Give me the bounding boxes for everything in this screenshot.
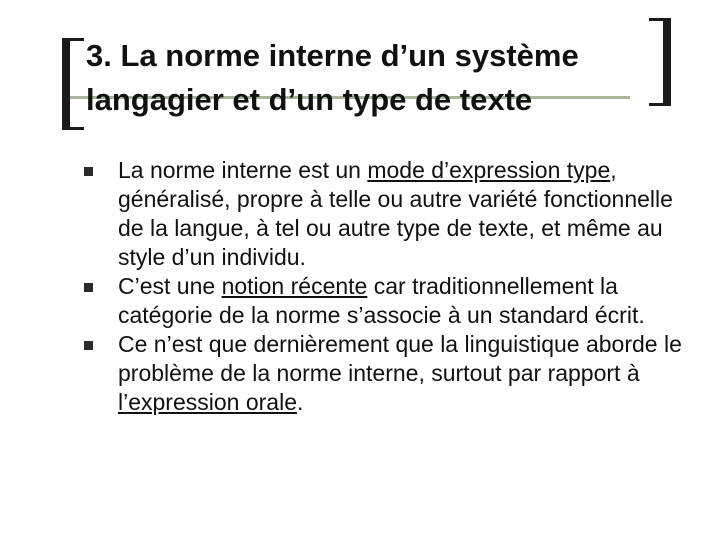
bullet-item xyxy=(84,330,684,417)
bullet-text-pre: La norme interne est un xyxy=(118,157,368,183)
bullet-text-post: car traditionnellement la catégorie de la norme s’associe à un standard écrit. xyxy=(118,273,645,328)
bullet-text-post: . xyxy=(296,389,304,415)
slide-title-line-2: langagier et d’un type de texte xyxy=(86,82,533,117)
bullet-item xyxy=(84,156,684,272)
bullet-list xyxy=(84,156,684,417)
slide-title-line-1: 3. La norme interne d’un système xyxy=(86,38,579,73)
underlined-term: mode d’expression type xyxy=(367,157,611,183)
bullet-item xyxy=(84,272,684,330)
bullet-text-pre: Ce n’est que dernièrement que la linguistique aborde le problème de la norme interne, surtout par rapport à xyxy=(118,331,682,386)
underlined-term: notion récente xyxy=(221,273,368,299)
square-bullet-icon xyxy=(84,283,93,292)
underlined-term: l’expression orale xyxy=(118,389,297,415)
title-right-bracket xyxy=(644,18,674,106)
square-bullet-icon xyxy=(84,167,93,176)
square-bullet-icon xyxy=(84,341,93,350)
slide-title xyxy=(86,34,646,122)
bullet-text-pre: C’est une xyxy=(118,273,222,299)
bullet-text-post: , généralisé, propre à telle ou autre variété fonctionnelle de la langue, à tel ou autre type de texte, et même au style d’un individu. xyxy=(118,157,673,270)
